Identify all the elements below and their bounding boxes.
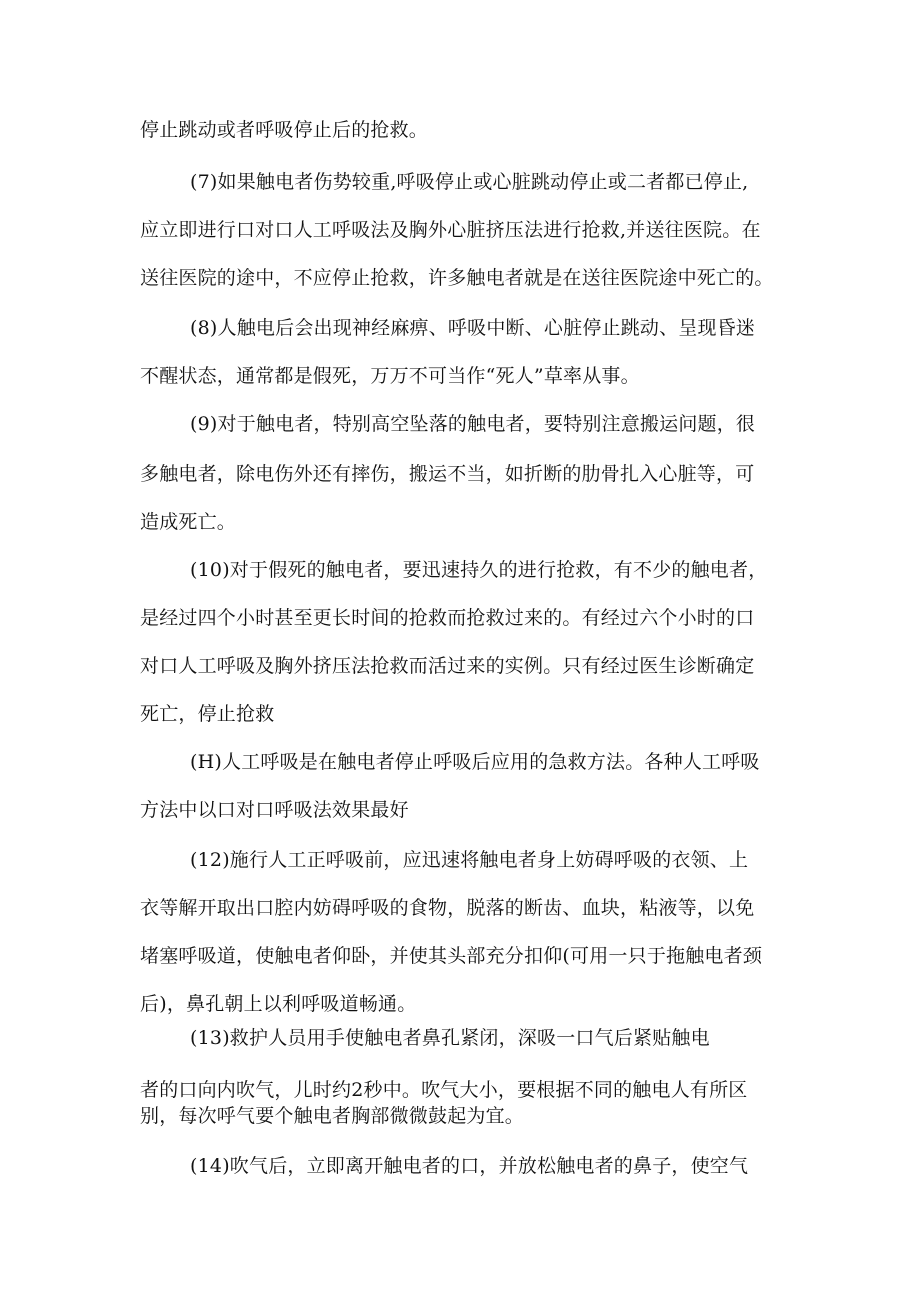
text-line: (9)对于触电者，特别高空坠落的触电者，要特别注意搬运问题，很 <box>190 413 756 435</box>
text-line: 不醒状态，通常都是假死，万万不可当作“死人”草率从事。 <box>140 365 640 387</box>
text-line: 是经过四个小时甚至更长时间的抢救而抢救过来的。有经过六个小时的口 <box>140 607 755 629</box>
text-line: (10)对于假死的触电者，要迅速持久的进行抢救，有不少的触电者， <box>190 559 768 581</box>
text-line: 堵塞呼吸道，使触电者仰卧，并使其头部充分扣仰(可用一只于拖触电者颈 <box>140 945 763 967</box>
text-line: 别，每次呼气要个触电者胸部微微鼓起为宜。 <box>140 1105 525 1127</box>
text-line: 多触电者，除电伤外还有摔伤，搬运不当，如折断的肋骨扎入心脏等，可 <box>140 463 755 485</box>
text-line: 死亡，停止抢救 <box>140 703 275 725</box>
text-line: 造成死亡。 <box>140 511 237 533</box>
text-line: 停止跳动或者呼吸停止后的抢救。 <box>140 119 429 141</box>
text-line: 应立即进行口对口人工呼吸法及胸外心脏挤压法进行抢救,并送往医院。在 <box>140 219 761 241</box>
text-line: (8)人触电后会出现神经麻痹、呼吸中断、心脏停止跳动、呈现昏迷 <box>190 317 756 339</box>
text-line: (7)如果触电者伤势较重,呼吸停止或心脏跳动停止或二者都已停止, <box>190 171 749 193</box>
text-line: (14)吹气后，立即离开触电者的口，并放松触电者的鼻子，使空气 <box>190 1155 749 1177</box>
text-line: (13)救护人员用手使触电者鼻孔紧闭，深吸一口气后紧贴触电 <box>190 1027 710 1049</box>
text-line: (12)施行人工正呼吸前，应迅速将触电者身上妨碍呼吸的衣领、上 <box>190 849 749 871</box>
text-line: (H)人工呼吸是在触电者停止呼吸后应用的急救方法。各种人工呼吸 <box>190 751 760 773</box>
text-line: 衣等解开取出口腔内妨碍呼吸的食物，脱落的断齿、血块，粘液等，以免 <box>140 897 755 919</box>
text-line: 者的口向内吹气，儿时约2秒中。吹气大小，要根据不同的触电人有所区 <box>140 1079 748 1101</box>
text-line: 方法中以口对口呼吸法效果最好 <box>140 799 409 821</box>
text-line: 对口人工呼吸及胸外挤压法抢救而活过来的实例。只有经过医生诊断确定 <box>140 655 755 677</box>
text-line: 送往医院的途中，不应停止抢救，许多触电者就是在送往医院途中死亡的。 <box>140 267 774 289</box>
text-line: 后)，鼻孔朝上以利呼吸道畅通。 <box>140 993 417 1015</box>
